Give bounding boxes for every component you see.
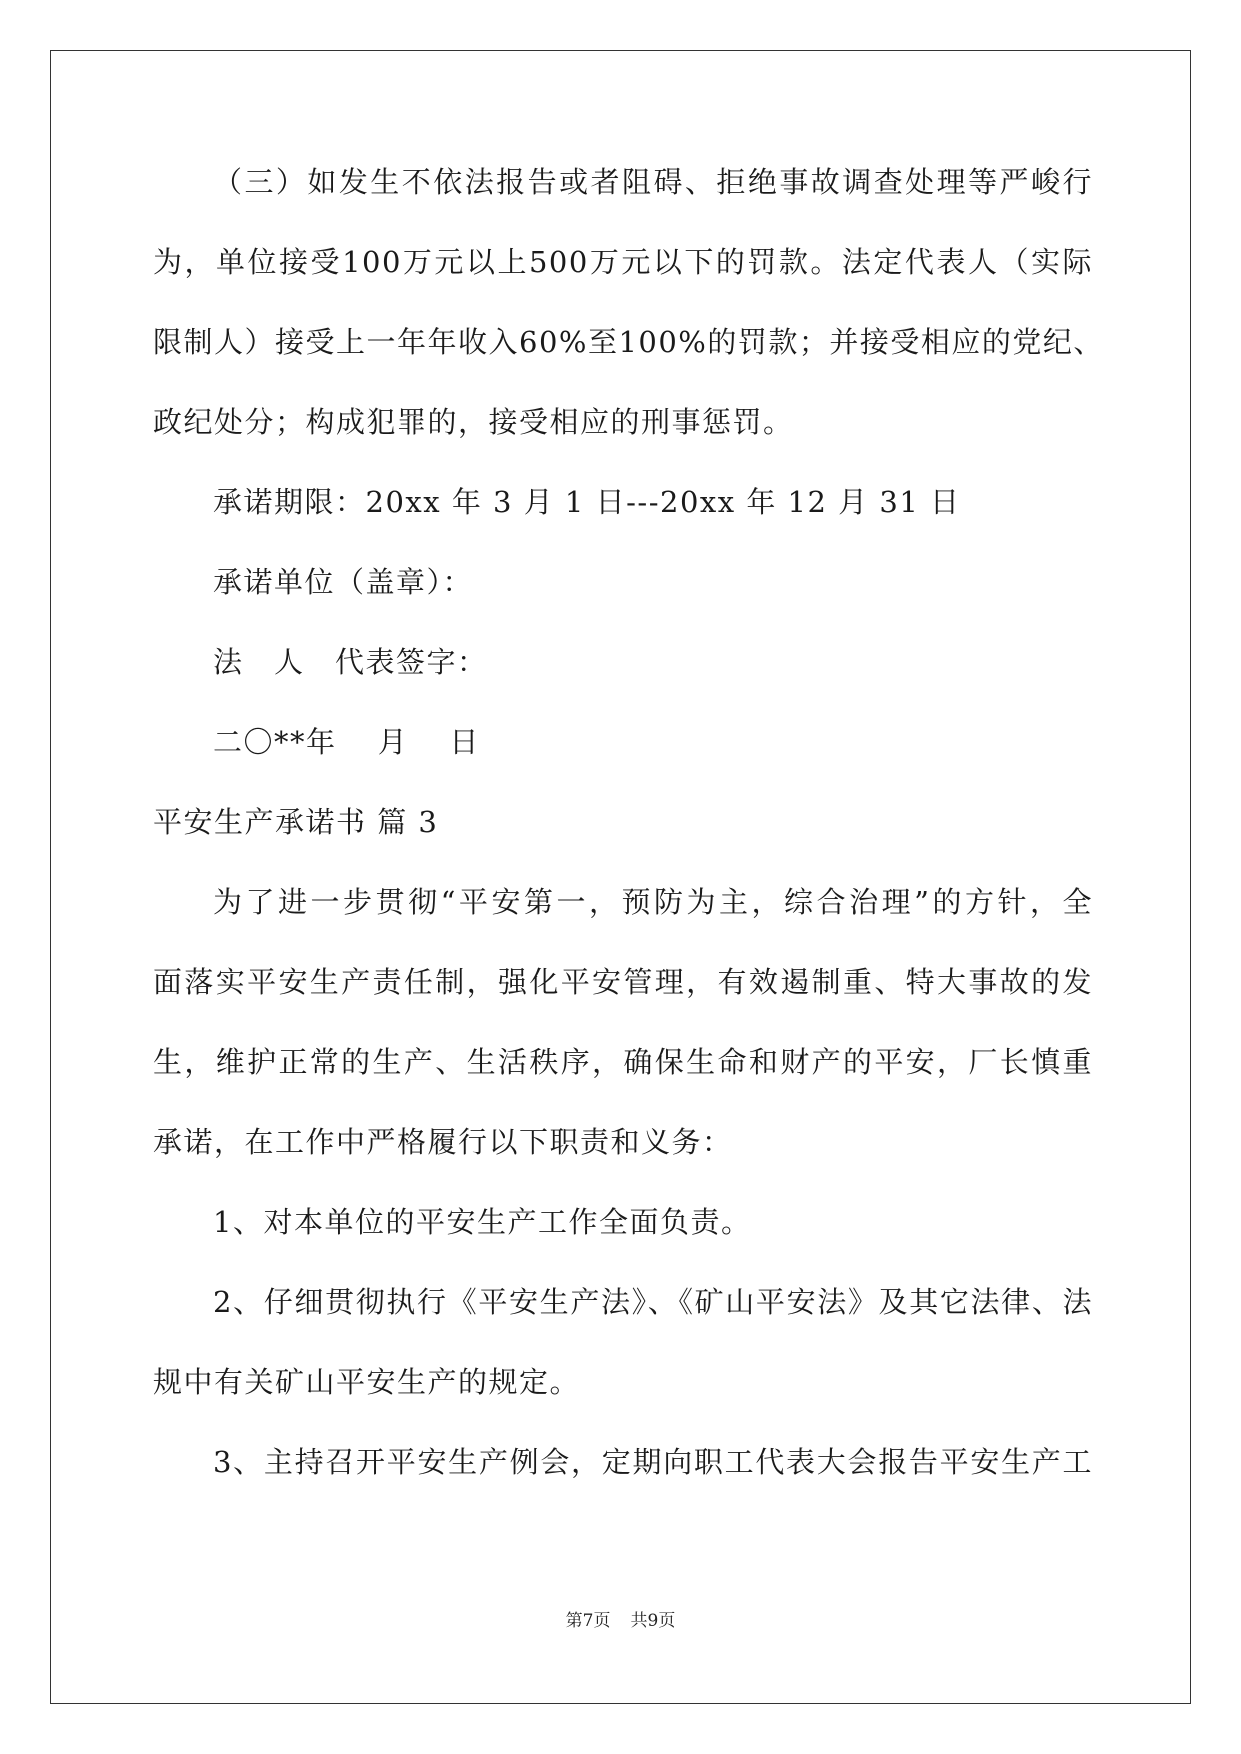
commitment-unit-seal: 承诺单位（盖章）： [213,565,474,599]
list-item: 2、仔细贯彻执行《平安生产法》、《矿山平安法》及其它法律、法 [213,1285,1093,1319]
paragraph-line: 面落实平安生产责任制，强化平安管理，有效遏制重、特大事故的发 [153,965,1093,999]
commitment-period: 承诺期限：20xx 年 3 月 1 日---20xx 年 12 月 31 日 [213,485,961,519]
paragraph-line: 限制人）接受上一年年收入60%至100%的罚款；并接受相应的党纪、 [153,325,1104,359]
legal-representative-signature: 法 人 代表签字： [213,645,488,679]
page-number-total: 共9页 [630,1611,676,1631]
page-footer [0,1606,1241,1631]
list-item: 1、对本单位的平安生产工作全面负责。 [213,1205,752,1239]
document-body [153,160,1104,1520]
page-number-current: 第7页 [565,1611,611,1631]
paragraph-line: 政纪处分；构成犯罪的，接受相应的刑事惩罚。 [153,405,794,439]
paragraph-line: （三）如发生不依法报告或者阻碍、拒绝事故调查处理等严峻行 [213,165,1093,199]
paragraph-line: 为了进一步贯彻“平安第一，预防为主，综合治理”的方针，全 [213,885,1093,919]
list-item: 3、主持召开平安生产例会，定期向职工代表大会报告平安生产工 [213,1445,1093,1479]
paragraph-line: 生，维护正常的生产、生活秩序，确保生命和财产的平安，厂长慎重 [153,1045,1093,1079]
paragraph-line: 承诺，在工作中严格履行以下职责和义务： [153,1125,733,1159]
signature-date: 二〇**年 月 日 [213,725,480,759]
list-item-continuation: 规中有关矿山平安生产的规定。 [153,1365,581,1399]
paragraph-line: 为，单位接受100万元以上500万元以下的罚款。法定代表人（实际 [153,245,1093,279]
section-heading: 平安生产承诺书 篇 3 [153,805,439,839]
